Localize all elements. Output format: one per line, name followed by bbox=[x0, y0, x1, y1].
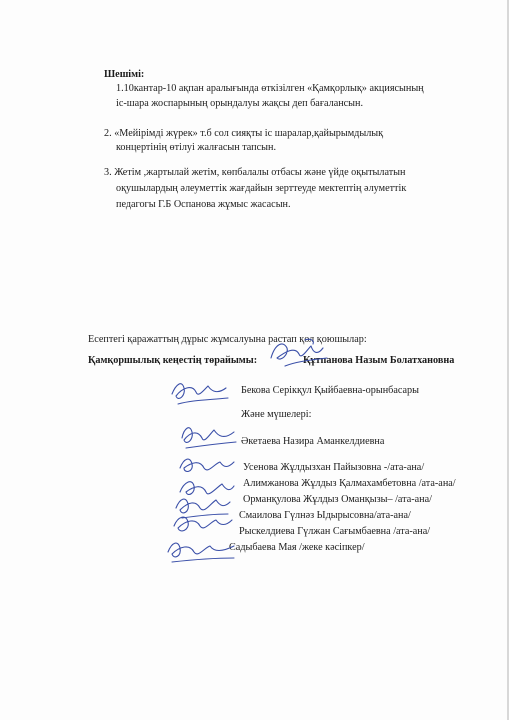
decision-item-3-line-2: оқушылардың әлеуметтік жағдайын зерттеуде мектептің әлуметтік bbox=[116, 183, 407, 194]
deputy-signature bbox=[168, 374, 232, 408]
decision-item-3-line-3: педагогы Г.Б Оспанова жұмыс жасасын. bbox=[116, 199, 291, 210]
member-signature bbox=[178, 420, 240, 454]
member-line: Орманқулова Жұлдыз Оманқызы– /ата-ана/ bbox=[243, 494, 432, 505]
decision-heading: Шешімі: bbox=[104, 69, 145, 80]
signatures-intro: Есептегі қаражаттың дұрыс жұмсалуына растап қол қоюшылар: bbox=[88, 334, 367, 345]
member-signature bbox=[164, 534, 238, 568]
deputy-line: Бекова Серікқул Қыйбаевна-орынбасары bbox=[241, 385, 419, 396]
member-line: Әкетаева Назира Аманкелдиевна bbox=[241, 436, 385, 447]
member-line: Рыскелдиева Гүлжан Сағымбаевна /ата-ана/ bbox=[239, 526, 431, 537]
decision-item-2-line-1: 2. «Мейірімді жүрек» т.б сол сияқты іс шаралар,қайырымдылық bbox=[104, 128, 384, 139]
members-label: Және мүшелері: bbox=[241, 409, 312, 420]
member-line: Усенова Жұлдызхан Пайызовна -/ата-ана/ bbox=[243, 462, 425, 473]
decision-item-1-line-1: 1.10кантар-10 ақпан аралығында өткізілген «Қамқорлық» акциясының bbox=[116, 83, 424, 94]
chair-label: Қамқоршылық кеңестің төрайымы: bbox=[88, 355, 258, 366]
member-line: Смаилова Гүлнәз Ыдырысовна/ата-ана/ bbox=[239, 510, 411, 521]
decision-item-3-line-1: 3. Жетім ,жартылай жетім, көпбалалы отбасы және үйде оқытылатын bbox=[104, 167, 406, 178]
member-line: Алимжанова Жұлдыз Қалмахамбетовна /ата-ана/ bbox=[243, 478, 456, 489]
decision-item-1-line-2: іс-шара жоспарының орындалуы жақсы деп бағалансын. bbox=[116, 98, 364, 109]
chair-signature bbox=[265, 336, 335, 370]
chair-name: Құтпанова Назым Болатхановна bbox=[303, 355, 455, 366]
member-line: Садыбаева Мая /жеке кәсіпкер/ bbox=[229, 542, 365, 553]
decision-item-2-line-2: концертінің өтілуі жалғасын тапсын. bbox=[116, 142, 276, 153]
